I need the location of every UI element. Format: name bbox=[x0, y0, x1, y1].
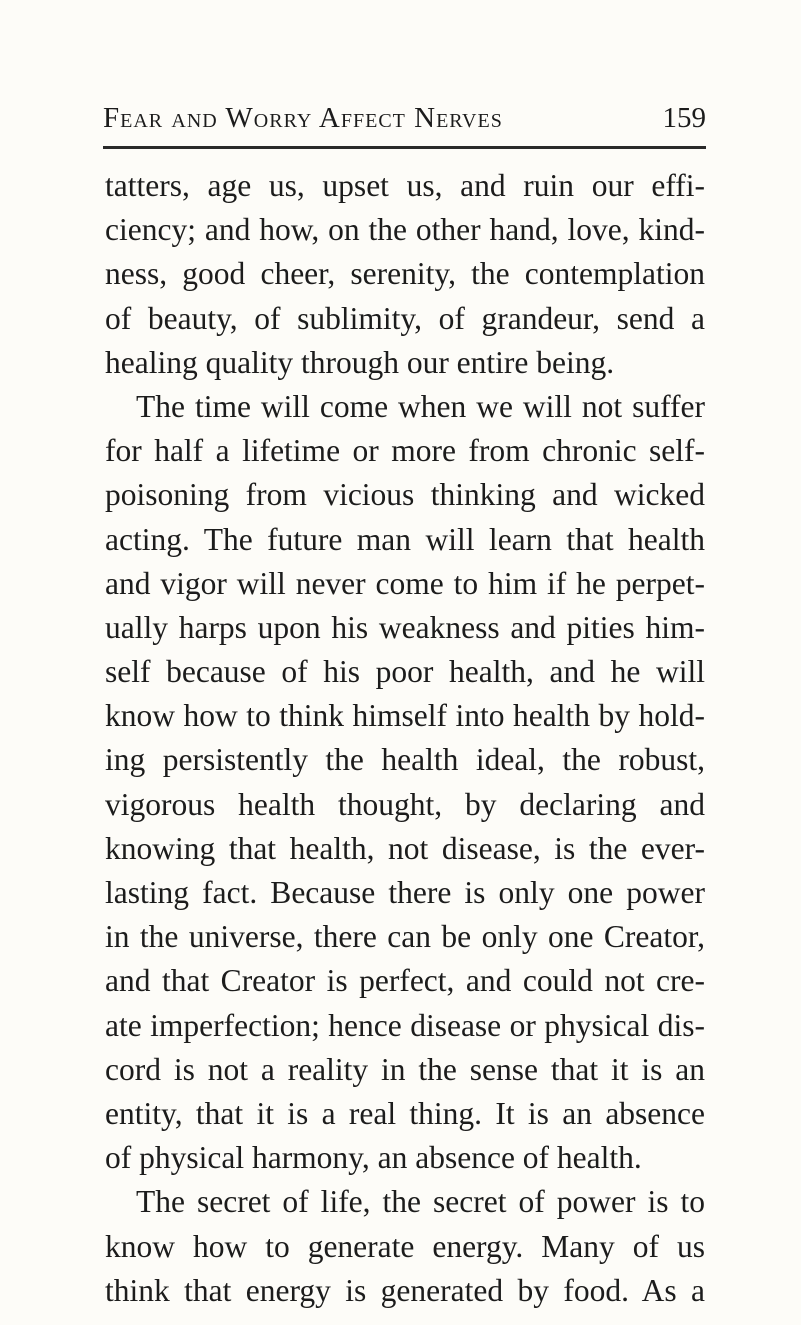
text-line: know how to think himself into health by hold- bbox=[105, 698, 705, 734]
text-line: self because of his poor health, and he will bbox=[105, 654, 705, 690]
text-line: ness, good cheer, serenity, the contemplation bbox=[105, 256, 705, 292]
text-line: vigorous health thought, by declaring and bbox=[105, 786, 705, 822]
text-line: ually harps upon his weakness and pities him- bbox=[105, 609, 705, 645]
running-head bbox=[103, 96, 706, 152]
body-text bbox=[105, 164, 705, 1313]
text-line: The secret of life, the secret of power is to bbox=[136, 1184, 705, 1220]
header-rule bbox=[103, 146, 706, 149]
text-line: ciency; and how, on the other hand, love, kind- bbox=[105, 212, 705, 248]
running-title: Fear and Worry Affect Nerves bbox=[103, 102, 503, 134]
text-line: of beauty, of sublimity, of grandeur, send a bbox=[105, 300, 705, 336]
text-line: poisoning from vicious thinking and wicked bbox=[105, 477, 705, 513]
text-line: entity, that it is a real thing. It is an absence bbox=[105, 1095, 705, 1131]
text-line: healing quality through our entire being. bbox=[105, 344, 615, 380]
text-line: know how to generate energy. Many of us bbox=[105, 1228, 705, 1264]
text-line: lasting fact. Because there is only one power bbox=[105, 875, 705, 910]
text-line: in the universe, there can be only one Creator, bbox=[105, 919, 705, 955]
text-line: knowing that health, not disease, is the ever- bbox=[105, 830, 705, 866]
text-line: ate imperfection; hence disease or physical dis- bbox=[105, 1007, 705, 1043]
page-number: 159 bbox=[662, 102, 706, 134]
text-line: for half a lifetime or more from chronic self- bbox=[105, 433, 705, 469]
text-line: and vigor will never come to him if he perpet- bbox=[105, 565, 705, 601]
text-line: cord is not a reality in the sense that it is an bbox=[105, 1051, 705, 1087]
text-line: tatters, age us, upset us, and ruin our effi- bbox=[105, 168, 705, 203]
text-line: ing persistently the health ideal, the robust, bbox=[105, 742, 705, 778]
text-line: of physical harmony, an absence of health. bbox=[105, 1140, 642, 1176]
text-line: acting. The future man will learn that health bbox=[105, 521, 705, 557]
text-line: and that Creator is perfect, and could not cre- bbox=[105, 963, 705, 999]
text-line: think that energy is generated by food. As a bbox=[105, 1272, 705, 1308]
text-line: The time will come when we will not suffer bbox=[136, 388, 705, 424]
